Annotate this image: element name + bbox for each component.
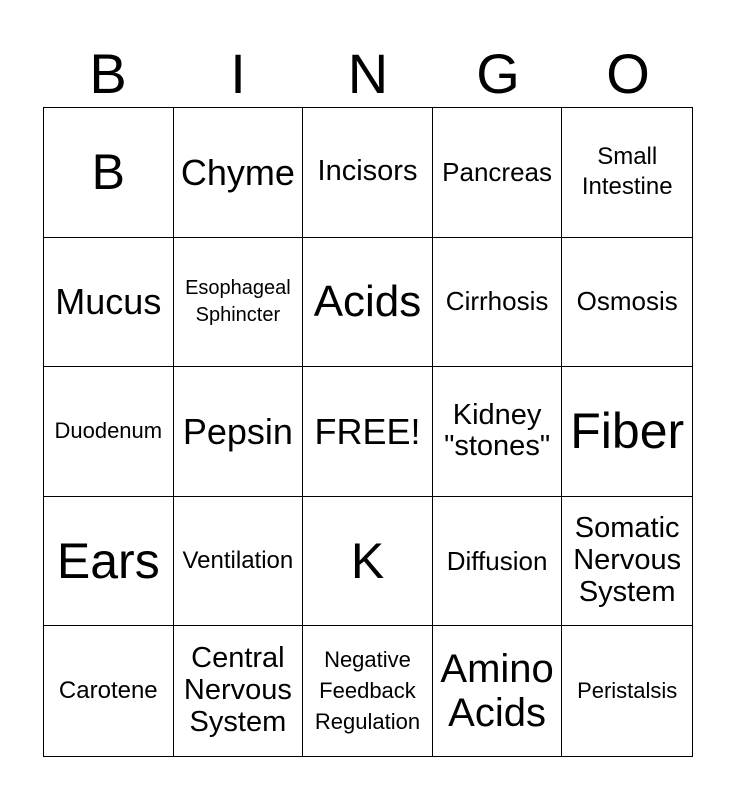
cell-label: Kidney "stones" xyxy=(444,398,551,463)
bingo-cell[interactable] xyxy=(44,497,174,627)
header-letter-o: O xyxy=(606,42,650,105)
bingo-cell[interactable] xyxy=(433,626,563,756)
cell-label: Carotene xyxy=(58,677,158,705)
cell-label: Small Intestine xyxy=(581,143,673,201)
bingo-cell[interactable] xyxy=(562,238,692,368)
cell-label: Central Nervous System xyxy=(183,642,292,739)
cell-label: Cirrhosis xyxy=(445,286,549,317)
cell-label: Fiber xyxy=(570,403,685,460)
cell-label: Ventilation xyxy=(182,547,294,575)
bingo-cell[interactable] xyxy=(562,108,692,238)
bingo-cell[interactable] xyxy=(562,626,692,756)
bingo-board xyxy=(43,107,693,757)
bingo-cell[interactable] xyxy=(303,238,433,368)
bingo-header xyxy=(43,42,693,106)
bingo-cell[interactable] xyxy=(433,367,563,497)
cell-label: Chyme xyxy=(180,151,295,193)
cell-label: Esophageal Sphincter xyxy=(185,276,291,326)
cell-label: B xyxy=(91,144,125,201)
bingo-cell free-space[interactable] xyxy=(303,367,433,497)
bingo-cell[interactable] xyxy=(562,497,692,627)
header-letter-n: N xyxy=(347,42,389,105)
header-letter-g: G xyxy=(476,42,520,105)
bingo-cell[interactable] xyxy=(433,238,563,368)
bingo-cell[interactable] xyxy=(303,626,433,756)
bingo-cell[interactable] xyxy=(44,626,174,756)
cell-label: Pancreas xyxy=(442,156,553,187)
cell-label: Amino Acids xyxy=(440,647,554,736)
cell-label: Acids xyxy=(313,276,422,326)
bingo-cell[interactable] xyxy=(174,238,304,368)
bingo-cell[interactable] xyxy=(44,108,174,238)
cell-label: Negative Feedback Regulation xyxy=(314,647,421,734)
bingo-cell[interactable] xyxy=(303,497,433,627)
cell-label: Mucus xyxy=(55,281,162,323)
cell-label: Incisors xyxy=(317,155,418,188)
cell-label: Somatic Nervous System xyxy=(573,512,682,609)
cell-label: Peristalsis xyxy=(577,677,678,703)
bingo-cell[interactable] xyxy=(433,497,563,627)
bingo-cell[interactable] xyxy=(562,367,692,497)
bingo-cell[interactable] xyxy=(433,108,563,238)
bingo-cell[interactable] xyxy=(44,367,174,497)
bingo-cell[interactable] xyxy=(174,497,304,627)
cell-label: Pepsin xyxy=(182,410,293,452)
bingo-cell[interactable] xyxy=(44,238,174,368)
cell-label: Ears xyxy=(56,532,160,589)
cell-label: Osmosis xyxy=(576,286,678,317)
cell-label: K xyxy=(350,532,385,589)
cell-label: FREE! xyxy=(314,410,421,452)
bingo-cell[interactable] xyxy=(303,108,433,238)
bingo-cell[interactable] xyxy=(174,108,304,238)
header-letter-b: B xyxy=(89,42,127,105)
header-letter-i: I xyxy=(230,42,246,105)
bingo-cell[interactable] xyxy=(174,626,304,756)
cell-label: Diffusion xyxy=(446,545,548,576)
bingo-cell[interactable] xyxy=(174,367,304,497)
cell-label: Duodenum xyxy=(54,418,163,444)
